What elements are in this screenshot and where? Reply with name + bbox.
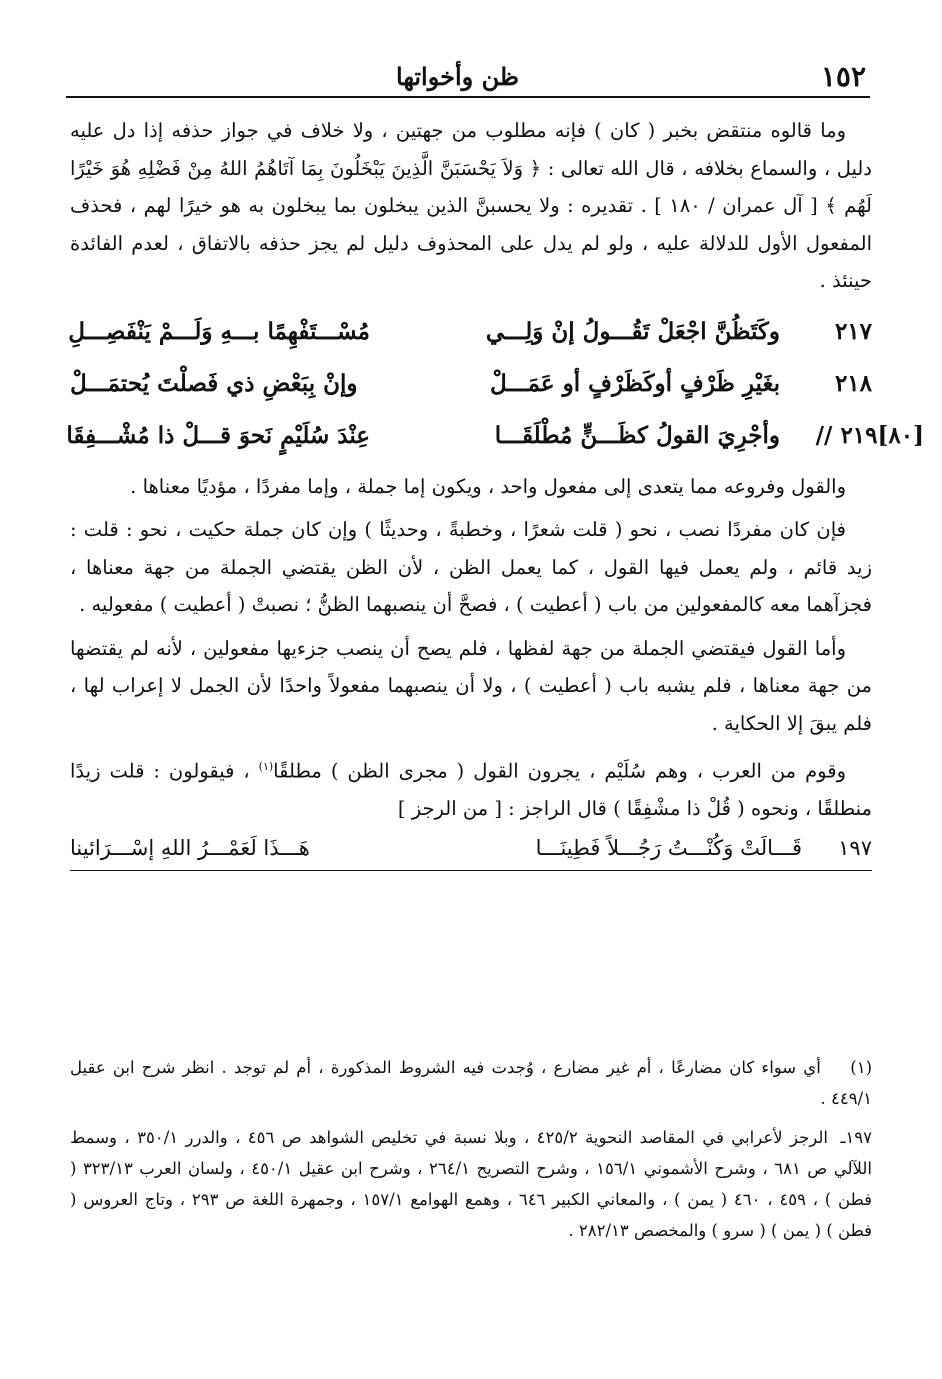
header-rule [66,96,870,98]
footnote [70,1052,872,1114]
paragraph-2: والقول وفروعه مما يتعدى إلى مفعول واحد ، ويكون إما جملة ، وإما مفردًا ، مؤديًا معناها . [130,474,846,498]
verse-number: ٢١٨ [834,370,872,397]
footnote-text: الرجز لأعرابي في المقاصد النحوية ٤٢٥/٢ ، وبلا نسبة في تخليص الشواهد ص ٤٥٦ ، والدرر ٣٥٠/١ ، وسمط اللآلي ص ٦٨١ ، وشرح الأشموني ١٥٦/١ ، وشرح التصريح ٢٦٤/١ ، وشرح ابن عقيل ٤٥٠/١ ، ولسان العرب ٣٢٣/١٣ ( فطن ) ، ٤٥٩ ، ٤٦٠ ( يمن ) ، والمعاني الكبير ٦٤٦ ، وهمع الهوامع ١٥٧/١ ، وجمهرة اللغة ص ٢٩٣ ، وتاج العروس ( فطن ) ( يمن ) ( سرو ) والمخصص ٢٨٢/١٣ . [70,1128,872,1240]
footnote-reference[interactable]: (١) [258,760,274,773]
paragraph-5: وقوم من العرب ، وهم سُلَيْم ، يجرون القول ( مجرى الظن ) مطلقًا$^{(١)}$ ، فيقولون : قلت زيدًا منطلقًا ، ونحوه ( قُلْ ذا مشْفِقًا ) قال الراجز : [ من الرجز ] [70,759,872,820]
footnote-label: (١) [850,1058,872,1077]
verse-second-hemistich: عِنْدَ سُلَيْمٍ نَحوَ قـــلْ ذا مُشْـــفِقَا [66,422,370,449]
paragraph-4: وأما القول فيقتضي الجملة من جهة لفظها ، فلم يصح أن ينصب جزءيها مفعولين ، لأنه لم يقتضها من جهة معناها ، فلم يشبه باب ( أعطيت ) ، ولا أن ينصبهما مفعولاً واحدًا لأن الجمل لا إعراب لها ، فلم يبقَ إلا الحكاية . [70,636,872,735]
running-title: ظن وأخواتها [396,62,519,91]
poem-verse [70,828,872,868]
footnote [70,1122,872,1246]
paragraph-3: فإن كان مفردًا نصب ، نحو ( قلت شعرًا ، وخطبةً ، وحديثًا ) وإن كان جملة حكيت ، نحو : قلت : زيد قائم ، ولم يعمل فيها القول ، كما يعمل الظن ، لأن الظن يقتضي الجملة من جهة معناها ، فجزآهما معه كالمفعولين من باب ( أعطيت ) ، فصحَّ أن ينصبهما الظنُّ ؛ نصبتْ ( أعطيت ) مفعوليه . [70,518,872,616]
main-text [66,112,924,871]
footnote-separator [70,870,872,871]
verse-number: [٨٠]٢١٩ // [815,422,924,449]
verse-second-hemistich: وإنْ بِبَعْضِ ذي فَصلْتَ يُحتمَـــلْ [70,370,358,397]
alfiyya-verses [66,306,924,462]
page-number: ١٥٢ [820,60,866,93]
footnotes [70,1052,872,1254]
verse-line [70,358,872,410]
verse-line [66,410,924,462]
verse-line [70,306,872,358]
page-header [66,58,866,94]
verse-first-hemistich: وأجْرِيَ القولُ كظَـــنٍّ مُطْلَقَـــا [494,422,780,449]
footnote-text: أي سواء كان مضارعًا ، أم غير مضارع ، وُجدت فيه الشروط المذكورة ، أم لم توجد . انظر شرح ابن عقيل ٤٤٩/١ . [70,1058,872,1108]
verse-reference-number: [٨٠] [877,422,924,449]
verse-second-hemistich: مُسْـــتَفْهِمًا بـــهِ وَلَـــمْ يَنْفَصِـــلِ [68,318,370,345]
footnote-label: ١٩٧ـ [840,1128,872,1147]
verse-first-hemistich: بغَيْرِ ظَرْفٍ أوكَظَرْفٍ أو عَمَـــلْ [490,370,780,397]
verse-first-hemistich: وكَتَظُنَّ اجْعَلْ تَقُـــولُ إنْ وَلِـــي [485,318,780,345]
verse-number: ٢١٧ [834,318,872,345]
poem-first-hemistich: قَـــالَتْ وَكُنْـــتُ رَجُـــلاً فَطِينَـــا [535,835,802,860]
poem-second-hemistich: هَـــذَا لَعَمْـــرُ اللهِ إسْـــرَائينا [70,835,310,860]
paragraph-1: وما قالوه منتقض بخبر ( كان ) فإنه مطلوب من جهتين ، ولا خلاف في جواز حذفه إذا دل عليه دليل ، والسماع بخلافه ، قال الله تعالى : ﴿ وَلاَ يَحْسَبَنَّ الَّذِينَ يَبْخَلُونَ بِمَا آتَاهُمُ اللهُ مِنْ فَضْلِهِ هُوَ خَيْرًا لَهُم ﴾ [ آل عمران / ١٨٠ ] . تقديره : ولا يحسبنَّ الذين يبخلون بما يبخلون به هو خيرًا لهم ، فحذف المفعول الأول للدلالة عليه ، ولو لم يدل على المحذوف دليل لم يجز حذفه بالاتفاق ، لعدم الفائدة حينئذ . [70,119,872,292]
poem-verse-number: ١٩٧ [838,835,872,860]
